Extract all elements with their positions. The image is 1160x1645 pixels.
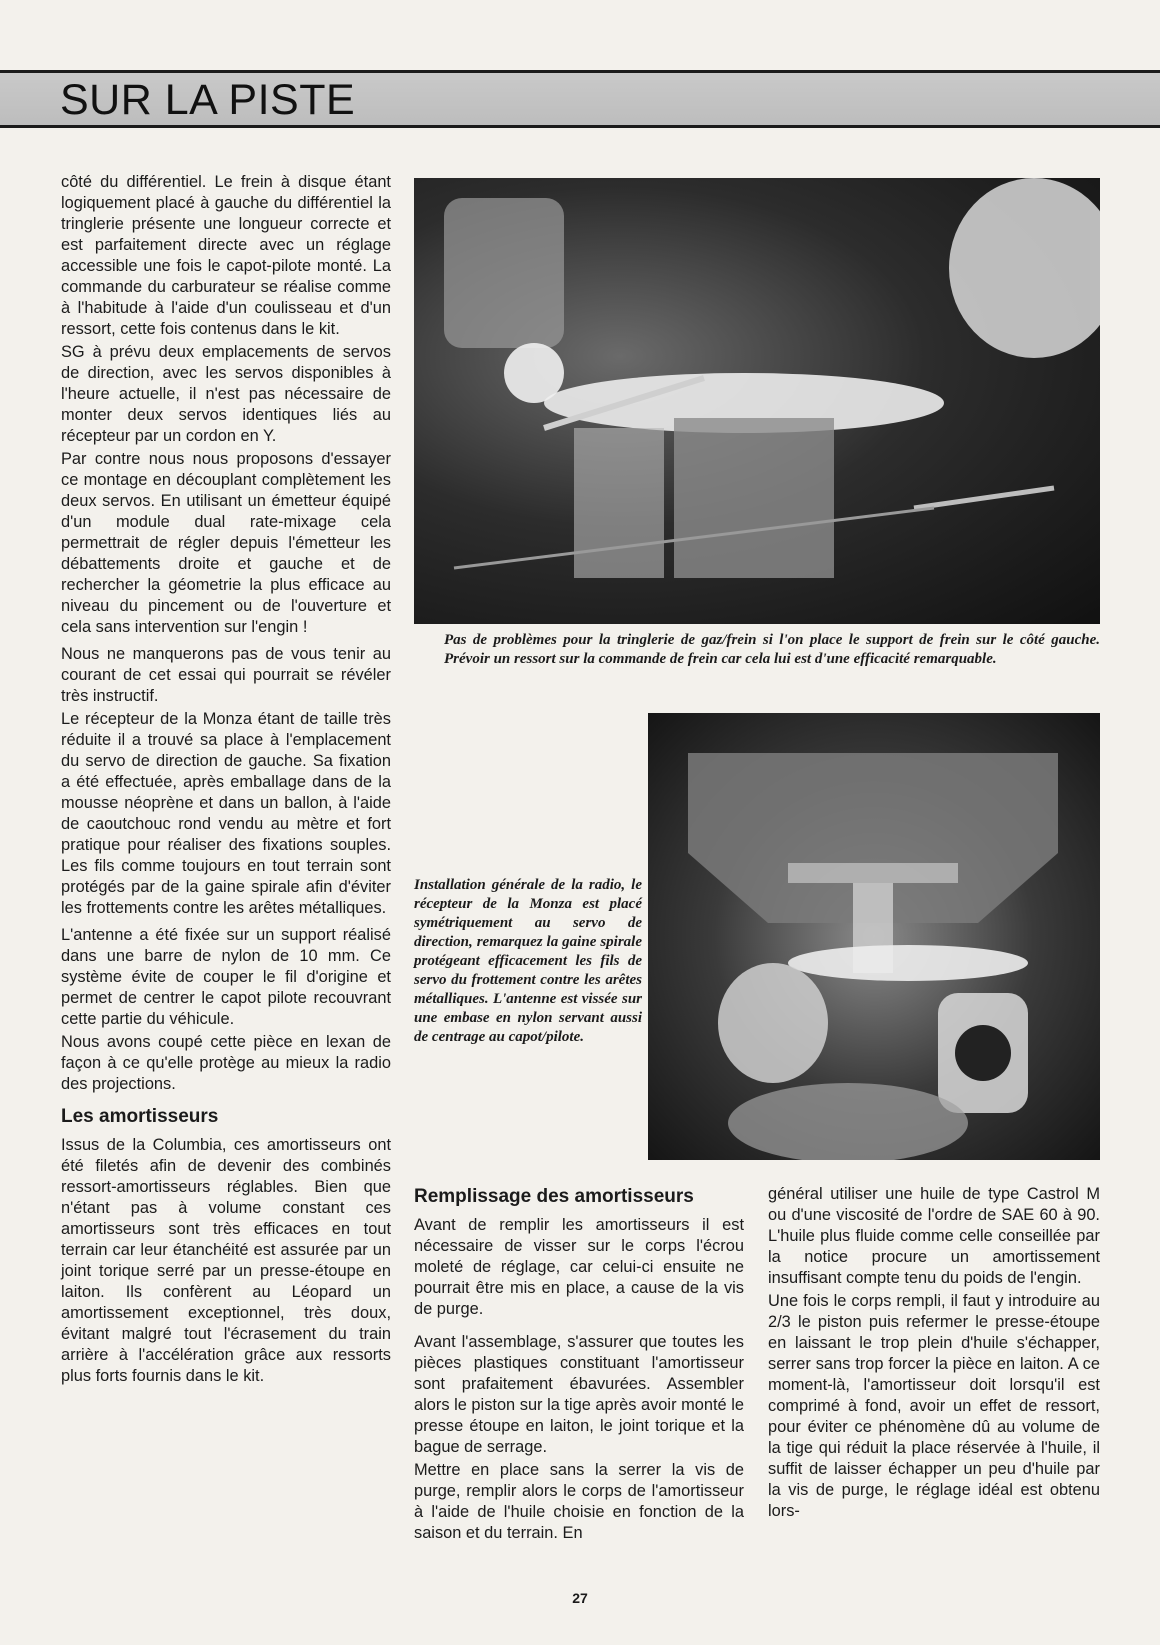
paragraph: Une fois le corps rempli, il faut y introduire au 2/3 le piston puis refermer le presse-étoupe en laissant le trop plein d'huile s'échapper, serrer sans trop forcer la pièce en laiton. A ce moment-là, l'amortisseur doit lorsqu'il est comprimé à fond, avoir un effet de ressort, pour éviter ce phénomène dû au volume de la tige qui réduit la place réservée à l'huile, il suffit de laisser échapper un peu d'huile par la vis de purge, le réglage idéal est obtenu lors- xyxy=(768,1292,1100,1520)
section-heading: Les amortisseurs xyxy=(61,1106,219,1127)
photo-radio-installation xyxy=(648,713,1100,1160)
article-column-1 xyxy=(61,172,391,1393)
photo-caption: Installation générale de la radio, le récepteur de la Monza est placé symétriquement au servo de direction, remarquez la gaine spirale protégeant efficacement les fils de servo du frottement contre les arêtes métalliques. L'antenne est vissée sur une embase en nylon servant aussi de centrage au capot/pilote. xyxy=(414,877,642,1045)
paragraph: SG à prévu deux emplacements de servos de direction, avec les servos disponibles à l'heure actuelle, il n'est pas nécessaire de monter deux servos identiques liés au récepteur par un cordon en Y. xyxy=(61,343,391,445)
paragraph: Par contre nous nous proposons d'essayer ce montage en découplant complètement les deux servos. En utilisant un émetteur équipé d'un module dual rate-mixage cela permettrait de régler depuis l'émetteur les débattements droite et gauche et de rechercher la géometrie la plus efficace au niveau du pincement ou de l'ouverture et cela sans intervention sur l'engin ! xyxy=(61,450,391,636)
paragraph: côté du différentiel. Le frein à disque étant logiquement placé à gauche du différentiel la tringlerie présente une longueur correcte et est parfaitement directe avec un réglage accessible une fois le capot-pilote monté. La commande du carburateur se réalise comme à l'habitude à l'aide d'un coulisseau et d'un ressort, cette fois contenus dans le kit. xyxy=(61,173,391,338)
page-number: 27 xyxy=(572,1590,588,1606)
article-column-2 xyxy=(414,1185,744,1550)
photo-brake-linkage-illustration xyxy=(414,178,1100,624)
photo-brake-linkage xyxy=(414,178,1100,624)
article-column-3 xyxy=(768,1184,1100,1528)
paragraph: Nous avons coupé cette pièce en lexan de façon à ce qu'elle protège au mieux la radio des projections. xyxy=(61,1033,391,1093)
paragraph: Avant de remplir les amortisseurs il est nécessaire de visser sur le corps l'écrou moleté de réglage, car celui-ci ensuite ne pourrait être mis en place, a cause de la vis de purge. xyxy=(414,1216,744,1318)
photo-caption: Pas de problèmes pour la tringlerie de gaz/frein si l'on place le support de frein sur le côté gauche. Prévoir un ressort sur la commande de frein car cela lui est d'une efficacité remarquable. xyxy=(444,632,1100,667)
paragraph: Mettre en place sans la serrer la vis de purge, remplir alors le corps de l'amortisseur à l'aide de l'huile choisie en fonction de la saison et du terrain. En xyxy=(414,1461,744,1542)
paragraph: L'antenne a été fixée sur un support réalisé dans une barre de nylon de 10 mm. Ce système évite de couper le fil d'origine et permet de centrer le capot pilote recouvrant cette partie du véhicule. xyxy=(61,926,391,1028)
section-heading: Remplissage des amortisseurs xyxy=(414,1186,694,1207)
photo-radio-installation-illustration xyxy=(648,713,1100,1160)
paragraph: Avant l'assemblage, s'assurer que toutes les pièces plastiques constituant l'amortisseur sont prafaitement ébavurées. Assembler alors le piston sur la tige après avoir monté le presse étoupe en laiton, le joint torique et la bague de serrage. xyxy=(414,1333,744,1456)
paragraph: Issus de la Columbia, ces amortisseurs ont été filetés afin de devenir des combinés ressort-amortisseurs réglables. Bien que n'étant pas à volume constant ces amortisseurs sont très efficaces en tout terrain car leur étanchéité est assurée par un joint torique serré par un presse-étoupe en laiton. Ils confèrent au Léopard un amortissement exceptionnel, très doux, évitant malgré tout l'écrasement du train arrière à l'accélération grâce aux ressorts plus forts fournis dans le kit. xyxy=(61,1136,391,1385)
page-title: SUR LA PISTE xyxy=(60,76,356,124)
paragraph: Nous ne manquerons pas de vous tenir au courant de cet essai qui pourrait se révéler très instructif. xyxy=(61,645,391,705)
paragraph: général utiliser une huile de type Castrol M ou d'une viscosité de l'ordre de SAE 60 à 90. L'huile plus fluide comme celle conseillée par la notice procure un amortissement insuffisant compte tenu du poids de l'engin. xyxy=(768,1185,1100,1287)
paragraph: Le récepteur de la Monza étant de taille très réduite il a trouvé sa place à l'emplacement du servo de direction de gauche. Sa fixation a été effectuée, après emballage dans de la mousse néoprène et dans un ballon, à l'aide de caoutchouc rond vendu au mètre et fort pratique pour réaliser des fixations souples. Les fils comme toujours en tout terrain sont protégés par de la gaine spirale afin d'éviter les frottements contre les arêtes métalliques. xyxy=(61,710,391,917)
